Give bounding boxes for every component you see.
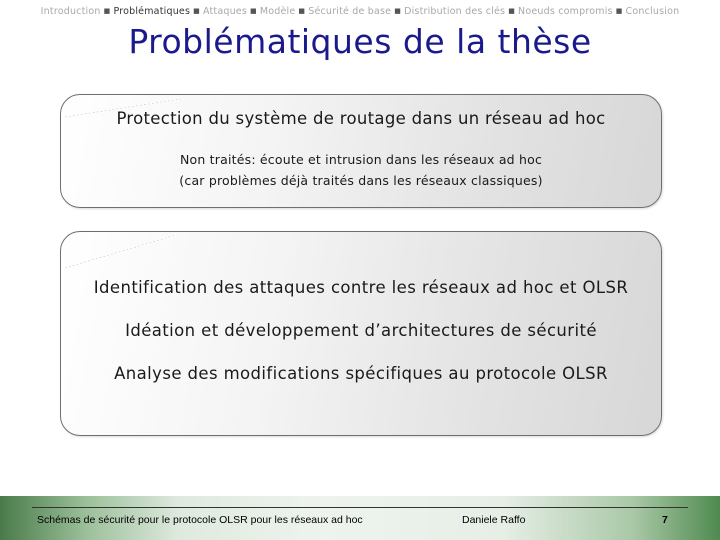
nav-item-attaques[interactable]: Attaques [202, 6, 247, 17]
footer-author: Daniele Raffo [462, 514, 526, 526]
nav-item-problematiques[interactable]: Problématiques [113, 6, 191, 17]
nav-item-introduction[interactable]: Introduction [40, 6, 101, 17]
nav-item-modele[interactable]: Modèle [259, 6, 296, 17]
box1-subline-1: Non traités: écoute et intrusion dans les réseaux ad hoc [179, 152, 543, 167]
problem-box-routing [60, 94, 662, 208]
nav-separator-icon: ■ [298, 7, 306, 15]
nav-item-distribution-des-cles[interactable]: Distribution des clés [404, 6, 506, 17]
footer-page-number: 7 [662, 514, 668, 526]
footer-rule [32, 507, 688, 508]
nav-separator-icon: ■ [103, 7, 111, 15]
box2-line-olsr-analysis: Analyse des modifications spécifiques au protocole OLSR [114, 364, 608, 383]
box2-line-attacks: Identification des attaques contre les réseaux ad hoc et OLSR [93, 278, 629, 297]
slide-title: Problématiques de la thèse [128, 22, 592, 61]
nav-separator-icon: ■ [615, 7, 623, 15]
box1-subline-2: (car problèmes déjà traités dans les réseaux classiques) [179, 173, 543, 188]
problem-box-security [60, 231, 662, 436]
nav-item-securite-de-base[interactable]: Sécurité de base [308, 6, 392, 17]
nav-separator-icon: ■ [250, 7, 257, 15]
section-navigation [0, 6, 720, 17]
footer-thesis-title: Schémas de sécurité pour le protocole OLSR pour les réseaux ad hoc [37, 514, 363, 526]
box2-line-architectures: Idéation et développement d’architectures de sécurité [125, 321, 597, 340]
nav-separator-icon: ■ [193, 7, 200, 15]
nav-separator-icon: ■ [394, 7, 402, 15]
box1-heading: Protection du système de routage dans un réseau ad hoc [116, 109, 606, 128]
slide-footer [0, 496, 720, 540]
nav-item-noeuds-compromis[interactable]: Noeuds compromis [518, 6, 613, 17]
nav-item-conclusion[interactable]: Conclusion [625, 6, 680, 17]
nav-separator-icon: ■ [508, 7, 516, 15]
